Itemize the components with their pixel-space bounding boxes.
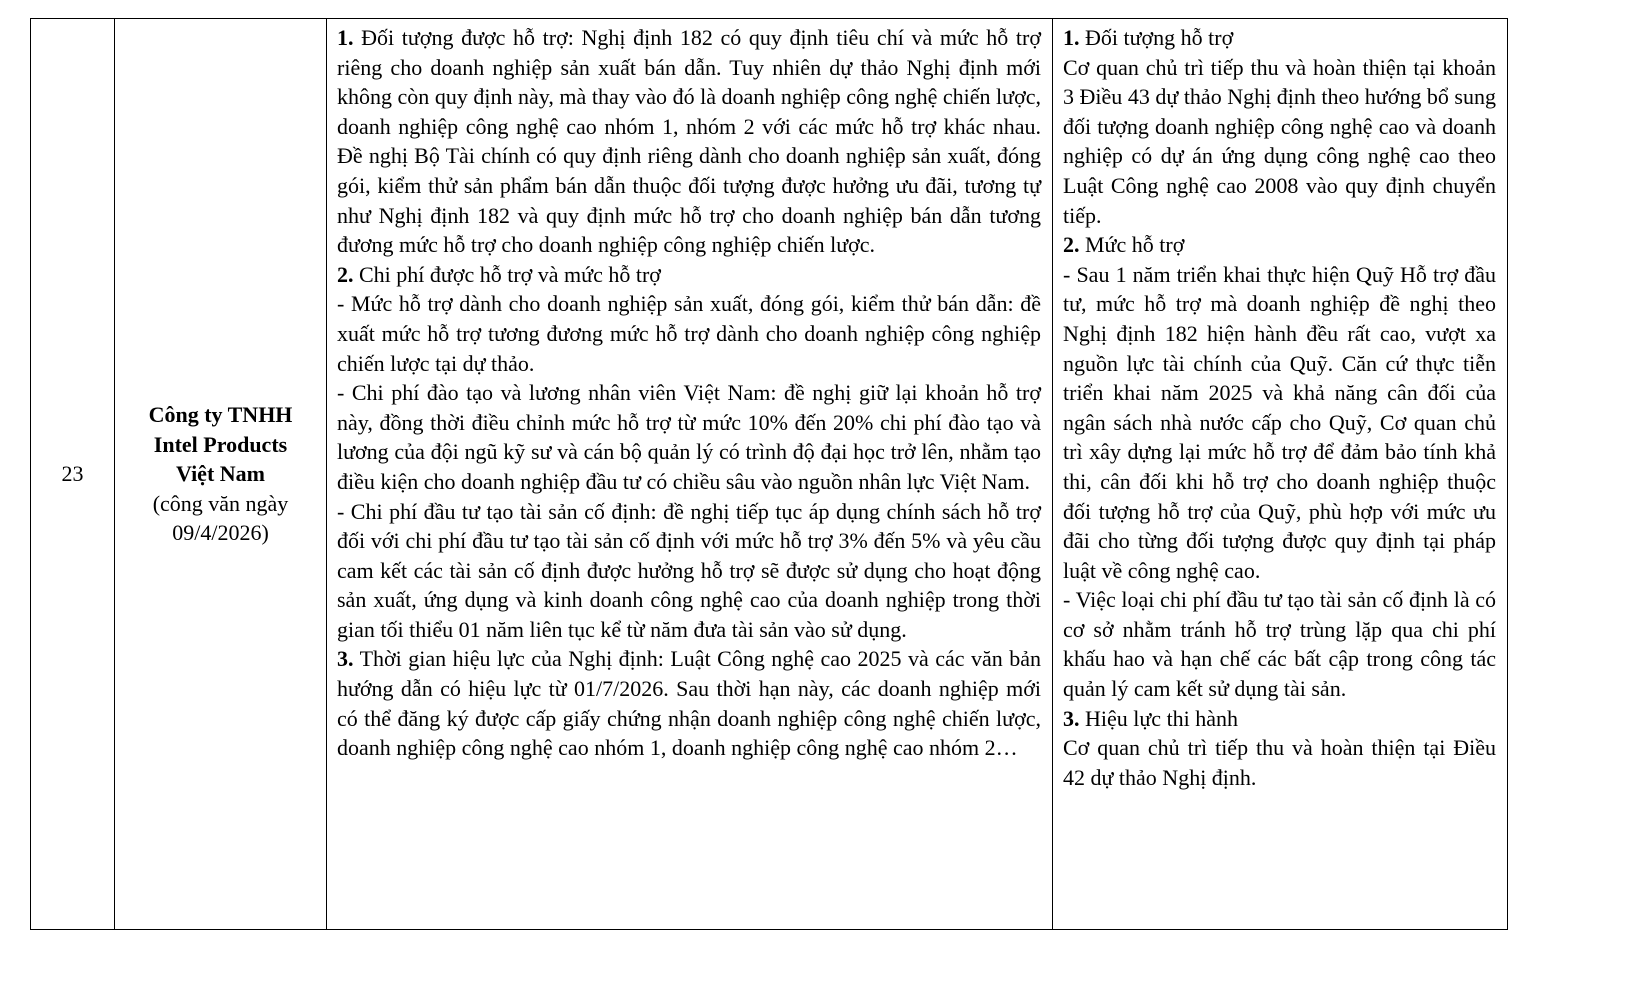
opinion-paragraph-text: - Chi phí đào tạo và lương nhân viên Việt Nam: đề nghị giữ lại khoản hỗ trợ này, đồng thời điều chỉnh mức hỗ trợ từ mức 10% đến 20% chi phí đào tạo và lương của đội ngũ kỹ sư và cán bộ quản lý có trình độ đại học trở lên, nhằm tạo điều kiện cho doanh nghiệp đầu tư có chiều sâu vào nguồn nhân lực Việt Nam. [337,380,1041,494]
response-paragraph-text: Mức hỗ trợ [1079,232,1185,258]
response-paragraph-text: - Việc loại chi phí đầu tư tạo tài sản cố định là có cơ sở nhằm tránh hỗ trợ trùng lặp qua chi phí khấu hao và hạn chế các bất cập trong công tác quản lý cam kết sử dụng tài sản. [1063,587,1496,702]
response-paragraph [1063,585,1496,703]
opinion-paragraph [337,260,1041,290]
opinion-cell [327,19,1053,930]
organization-name-line-3: Việt Nam [176,461,265,487]
response-paragraph-number: 3. [1063,705,1080,731]
opinion-paragraph-number: 3. [337,646,354,672]
opinion-paragraph [337,378,1041,496]
row-number-cell [31,19,115,930]
row-number: 23 [61,461,84,487]
organization-name-line-1: Công ty TNHH [148,402,293,428]
response-paragraph-number: 2. [1063,232,1080,258]
opinion-paragraph-text: - Chi phí đầu tư tạo tài sản cố định: đề nghị tiếp tục áp dụng chính sách hỗ trợ đối với chi phí đầu tư tạo tài sản cố định với mức hỗ trợ 3% đến 5% và yêu cầu cam kết các tài sản cố định được hưởng hỗ trợ sẽ được sử dụng cho hoạt động sản xuất, ứng dụng và kinh doanh công nghệ cao của doanh nghiệp trong thời gian tối thiểu 01 năm liên tục kể từ năm đưa tài sản vào sử dụng. [337,498,1041,642]
response-paragraph-text: Cơ quan chủ trì tiếp thu và hoàn thiện tại khoản 3 Điều 43 dự thảo Nghị định theo hướng bổ sung đối tượng doanh nghiệp công nghệ cao và doanh nghiệp có dự án ứng dụng công nghệ cao theo Luật Công nghệ cao 2008 vào quy định chuyển tiếp. [1063,54,1496,228]
opinion-paragraph-text: Đối tượng được hỗ trợ: Nghị định 182 có quy định tiêu chí và mức hỗ trợ riêng cho doanh nghiệp sản xuất bán dẫn. Tuy nhiên dự thảo Nghị định mới không còn quy định này, mà thay vào đó là doanh nghiệp công nghệ chiến lược, doanh nghiệp công nghệ cao nhóm 1, nhóm 2 với các mức hỗ trợ khác nhau. Đề nghị Bộ Tài chính có quy định riêng dành cho doanh nghiệp sản xuất, đóng gói, kiểm thử sản phẩm bán dẫn thuộc đối tượng được hưởng ưu đãi, tương tự như Nghị định 182 và quy định mức hỗ trợ cho doanh nghiệp bán dẫn tương đương mức hỗ trợ cho doanh nghiệp công nghiệp chiến lược. [337,25,1041,258]
opinion-paragraph-text: Chi phí được hỗ trợ và mức hỗ trợ [353,261,661,287]
table-row [31,19,1508,930]
response-cell [1053,19,1508,930]
organization-cell [115,19,327,930]
opinion-paragraph-text: Thời gian hiệu lực của Nghị định: Luật Công nghệ cao 2025 và các văn bản hướng dẫn có hiệu lực từ 01/7/2026. Sau thời hạn này, các doanh nghiệp mới có thể đăng ký được cấp giấy chứng nhận doanh nghiệp công nghệ chiến lược, doanh nghiệp công nghệ cao nhóm 1, doanh nghiệp công nghệ cao nhóm 2… [337,646,1041,761]
opinion-paragraph-text: - Mức hỗ trợ dành cho doanh nghiệp sản xuất, đóng gói, kiểm thử bán dẫn: đề xuất mức hỗ trợ tương đương mức hỗ trợ dành cho doanh nghiệp công nghiệp chiến lược tại dự thảo. [337,291,1041,376]
opinion-paragraph-number: 1. [337,25,354,50]
response-paragraph-number: 1. [1063,25,1080,50]
document-date-note-line-2: 09/4/2026) [172,520,269,546]
comments-table [30,18,1508,930]
response-paragraph [1063,53,1496,231]
organization-name-line-2: Intel Products [153,431,288,457]
response-paragraph [1063,704,1496,734]
opinion-paragraph [337,289,1041,378]
opinion-paragraph [337,497,1041,645]
response-paragraph [1063,733,1496,792]
response-paragraph-text: Đối tượng hỗ trợ [1079,25,1234,50]
response-paragraph-text: Cơ quan chủ trì tiếp thu và hoàn thiện tại Điều 42 dự thảo Nghị định. [1063,735,1496,790]
response-paragraph-text: - Sau 1 năm triển khai thực hiện Quỹ Hỗ trợ đầu tư, mức hỗ trợ mà doanh nghiệp đề nghị theo Nghị định 182 hiện hành đều rất cao, vượt xa nguồn lực tài chính của Quỹ. Căn cứ thực tiễn triển khai năm 2025 và khả năng cân đối của ngân sách nhà nước cấp cho Quỹ, Cơ quan chủ trì xây dựng lại mức hỗ trợ để đảm bảo tính khả thi, cân đối khi hỗ trợ cho doanh nghiệp thuộc đối tượng hỗ trợ của Quỹ, phù hợp với mức ưu đãi cho từng đối tượng được quy định tại pháp luật về công nghệ cao. [1063,261,1496,583]
response-paragraph [1063,230,1496,260]
response-paragraph-text: Hiệu lực thi hành [1079,705,1239,731]
opinion-paragraph [337,23,1041,260]
document-date-note-line-1: (công văn ngày [152,490,289,516]
opinion-paragraph [337,644,1041,762]
response-paragraph [1063,23,1496,53]
response-paragraph [1063,260,1496,586]
opinion-paragraph-number: 2. [337,261,354,287]
